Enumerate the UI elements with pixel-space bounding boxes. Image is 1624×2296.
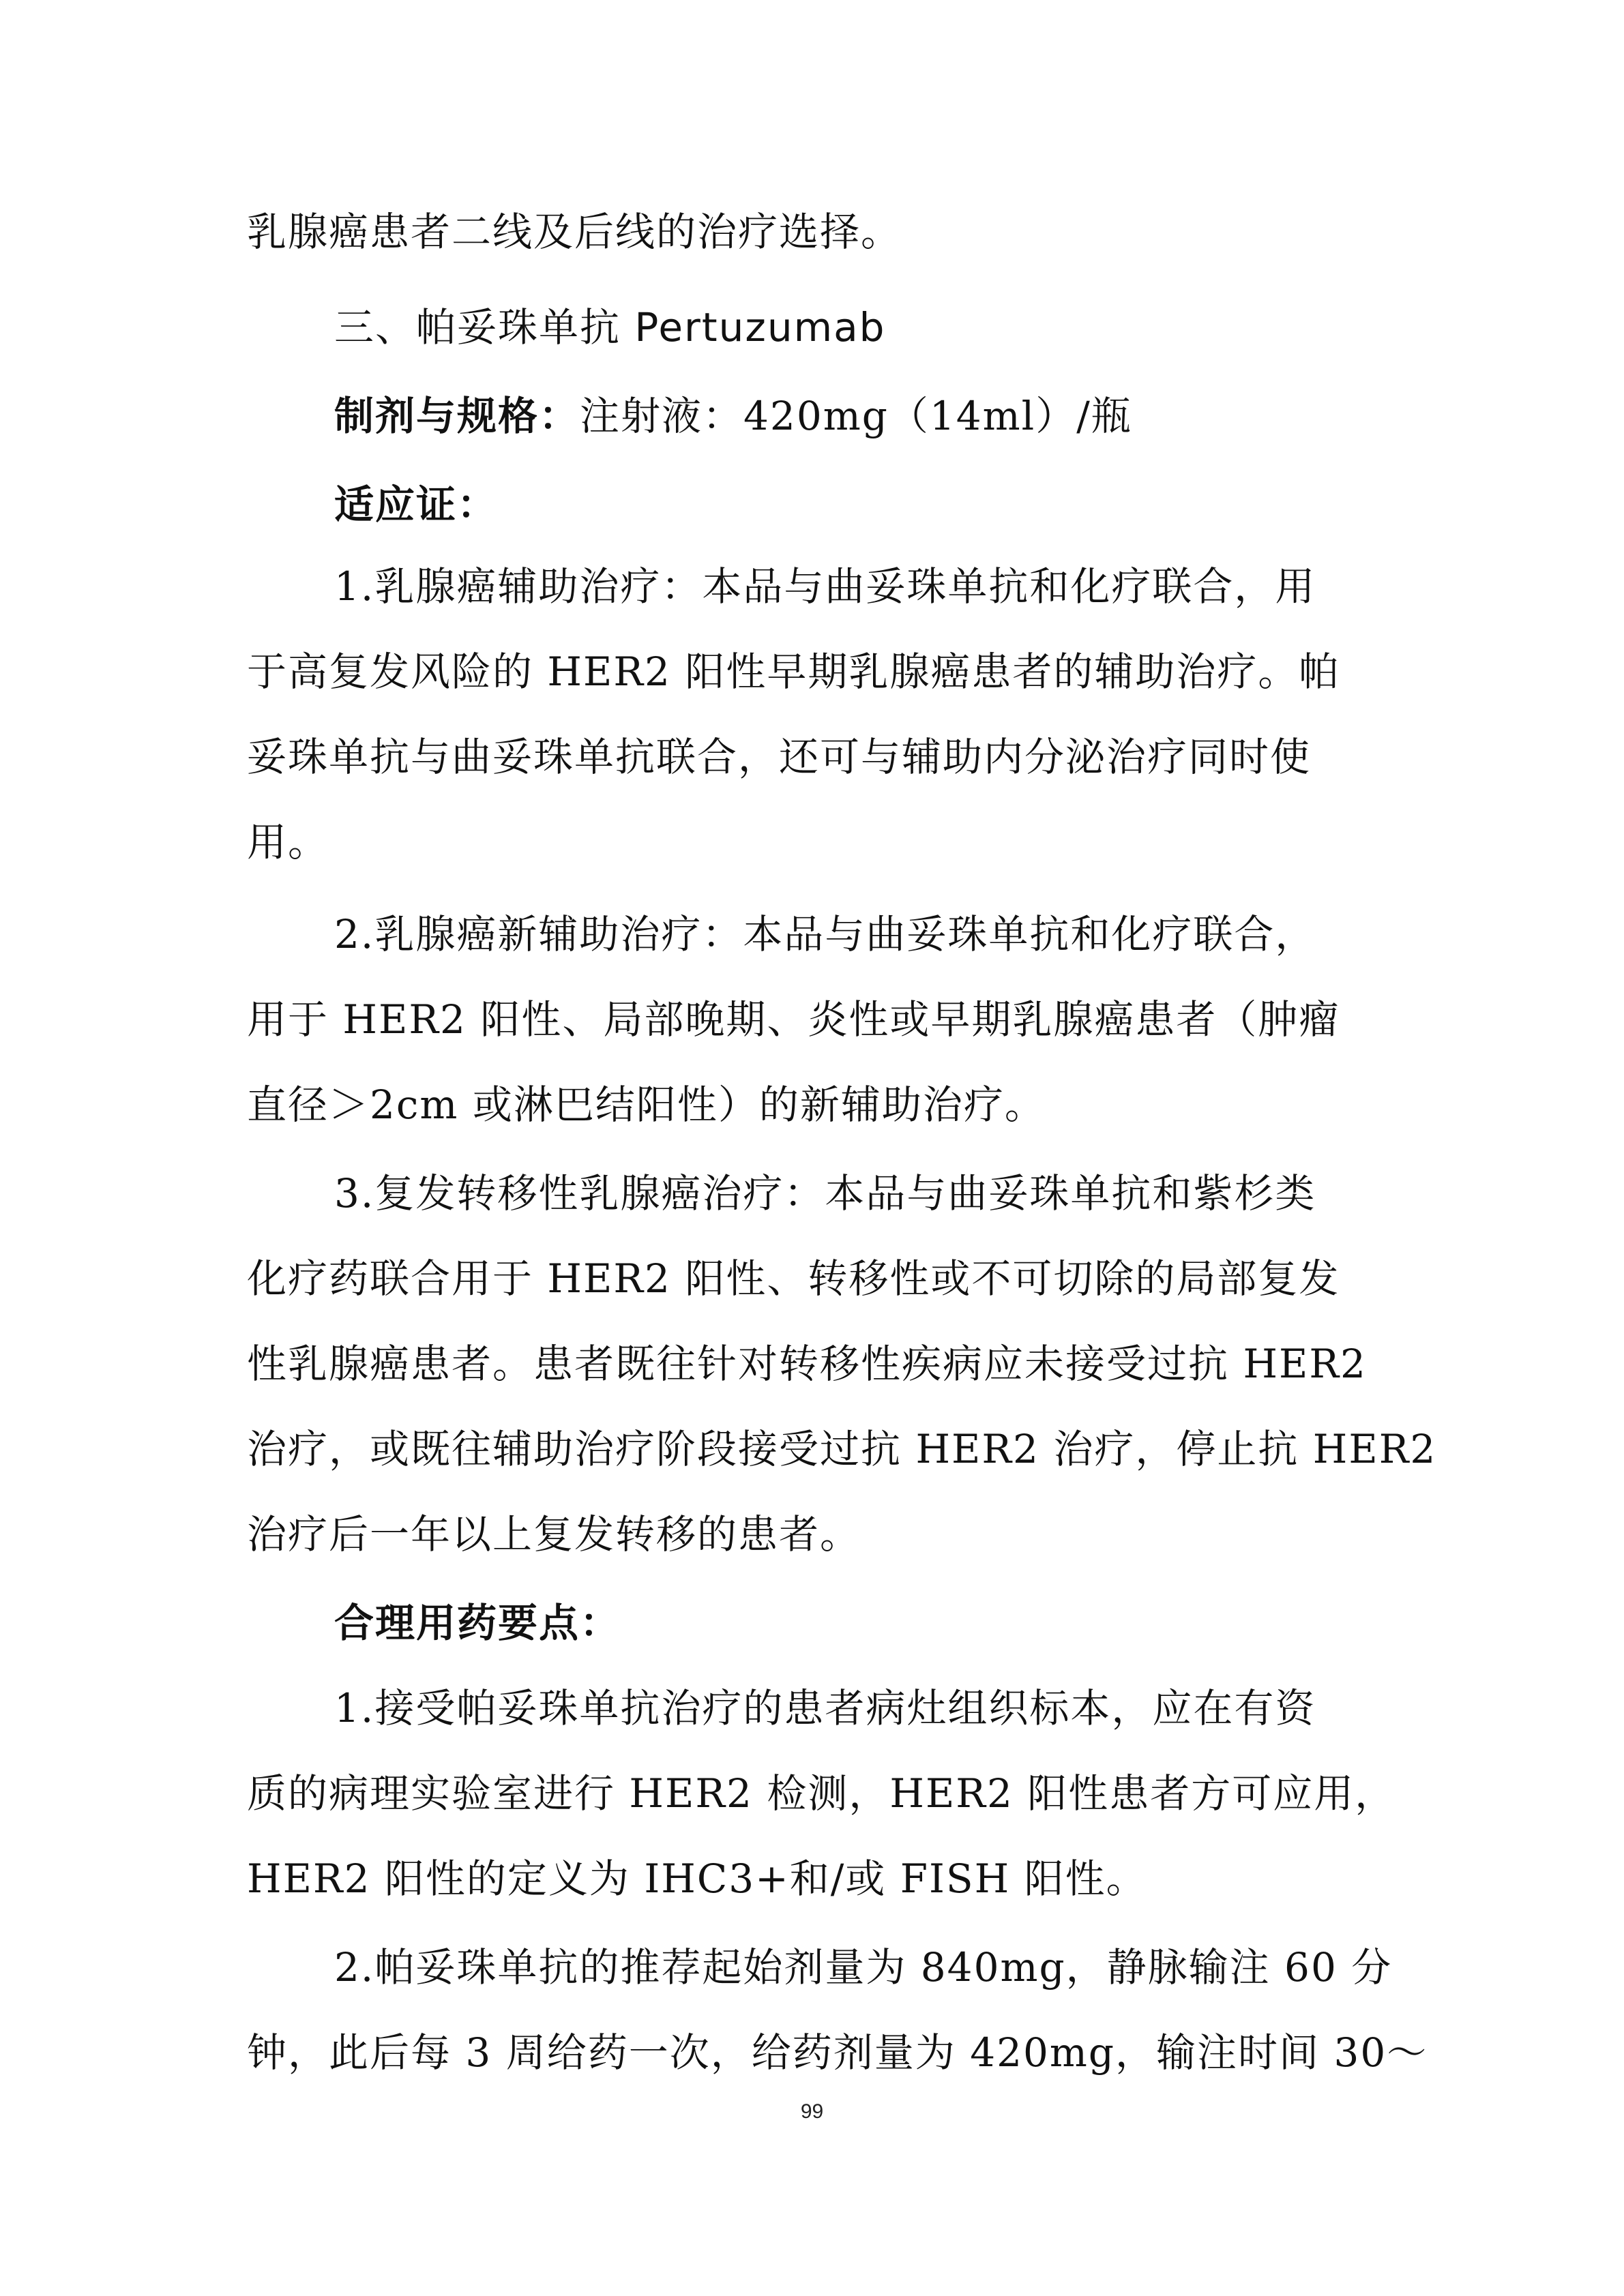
body-line: 于高复发风险的 HER2 阳性早期乳腺癌患者的辅助治疗。帕 — [247, 648, 1340, 695]
body-line: 性乳腺癌患者。患者既往针对转移性疾病应未接受过抗 HER2 — [247, 1341, 1367, 1387]
body-line: 1.接受帕妥珠单抗治疗的患者病灶组织标本，应在有资 — [334, 1685, 1316, 1731]
key-points-label: 合理用药要点： — [334, 1600, 621, 1646]
body-line: HER2 阳性的定义为 IHC3+和/或 FISH 阳性。 — [247, 1855, 1147, 1902]
body-line: 用。 — [247, 819, 329, 865]
body-line: 直径＞2cm 或淋巴结阳性）的新辅助治疗。 — [247, 1082, 1046, 1128]
body-line: 妥珠单抗与曲妥珠单抗联合，还可与辅助内分泌治疗同时使 — [247, 734, 1312, 780]
page-number: 99 — [800, 2100, 824, 2123]
body-line: 3.复发转移性乳腺癌治疗：本品与曲妥珠单抗和紫杉类 — [334, 1170, 1316, 1217]
body-line: 用于 HER2 阳性、局部晚期、炎性或早期乳腺癌患者（肿瘤 — [247, 996, 1340, 1043]
body-line: 质的病理实验室进行 HER2 检测，HER2 阳性患者方可应用， — [247, 1770, 1396, 1817]
body-line: 2.帕妥珠单抗的推荐起始剂量为 840mg，静脉输注 60 分 — [334, 1944, 1393, 1991]
body-line: 乳腺癌患者二线及后线的治疗选择。 — [247, 209, 902, 255]
indication-label: 适应证： — [334, 481, 499, 528]
body-line: 化疗药联合用于 HER2 阳性、转移性或不可切除的局部复发 — [247, 1255, 1340, 1302]
spec-label: 制剂与规格： — [334, 393, 580, 439]
body-line: 治疗，或既往辅助治疗阶段接受过抗 HER2 治疗，停止抗 HER2 — [247, 1426, 1437, 1472]
body-line: 1.乳腺癌辅助治疗：本品与曲妥珠单抗和化疗联合，用 — [334, 563, 1316, 610]
section-heading: 三、帕妥珠单抗 Pertuzumab — [334, 304, 886, 351]
spec-line — [334, 389, 1480, 443]
body-line: 2.乳腺癌新辅助治疗：本品与曲妥珠单抗和化疗联合， — [334, 911, 1316, 957]
body-line: 钟，此后每 3 周给药一次，给药剂量为 420mg，输注时间 30～ — [247, 2029, 1428, 2076]
spec-value: 注射液：420mg（14ml）/瓶 — [580, 393, 1132, 439]
body-line: 治疗后一年以上复发转移的患者。 — [247, 1511, 861, 1557]
